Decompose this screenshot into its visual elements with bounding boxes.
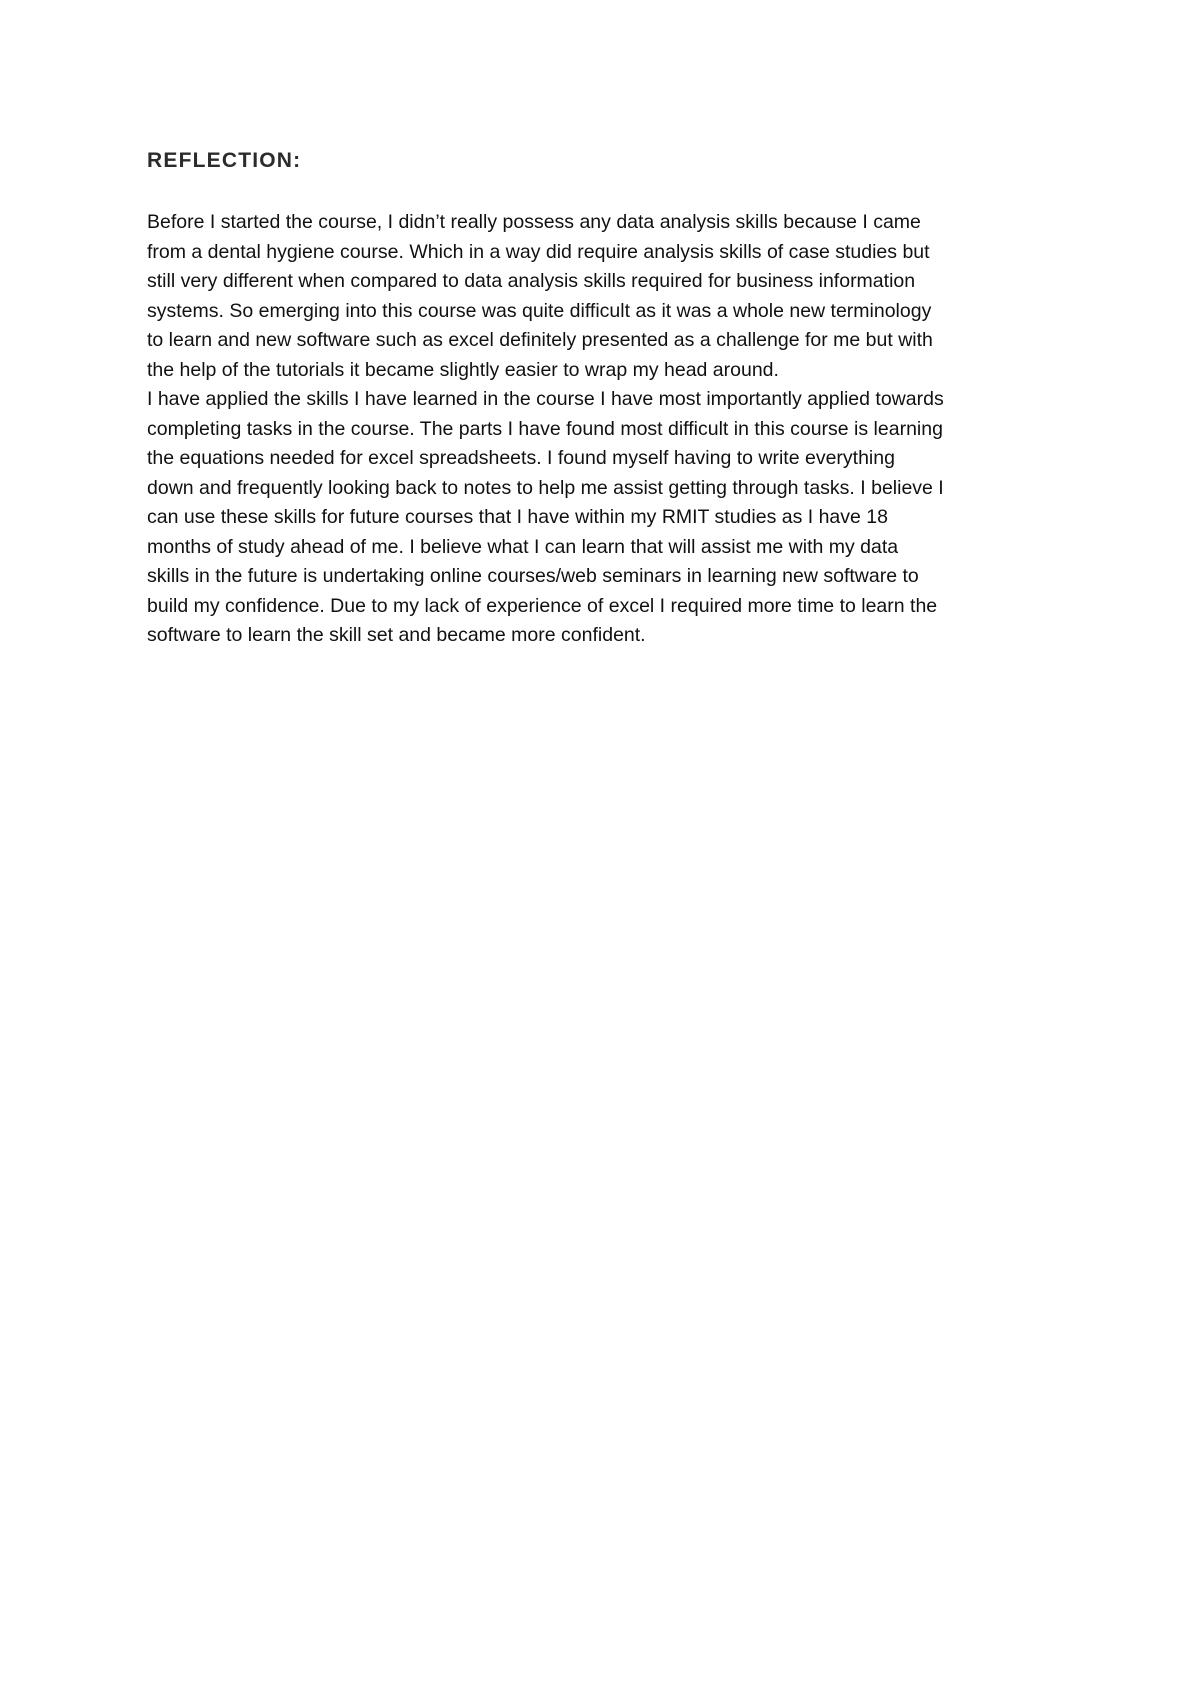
paragraph-line: I have applied the skills I have learned in the course I have most importantly applied towards bbox=[147, 388, 944, 410]
paragraph-line: months of study ahead of me. I believe what I can learn that will assist me with my data bbox=[147, 535, 899, 558]
paragraph-line: the help of the tutorials it became slightly easier to wrap my head around. bbox=[147, 358, 779, 381]
paragraph-line: completing tasks in the course. The parts I have found most difficult in this course is learning bbox=[147, 417, 943, 440]
paragraph-line: systems. So emerging into this course was quite difficult as it was a whole new terminology bbox=[147, 299, 932, 322]
paragraph-line: still very different when compared to data analysis skills required for business information bbox=[147, 270, 916, 292]
paragraph-line: skills in the future is undertaking online courses/web seminars in learning new software to bbox=[147, 565, 919, 587]
reflection-body bbox=[147, 208, 1077, 651]
paragraph-line: Before I started the course, I didn’t really possess any data analysis skills because I came bbox=[147, 211, 921, 233]
document-content bbox=[147, 146, 1077, 651]
paragraph-2 bbox=[147, 385, 1077, 651]
paragraph-1 bbox=[147, 208, 1077, 385]
paragraph-line: from a dental hygiene course. Which in a way did require analysis skills of case studies but bbox=[147, 240, 930, 263]
paragraph-line: down and frequently looking back to notes to help me assist getting through tasks. I believe I bbox=[147, 476, 944, 499]
paragraph-line: build my confidence. Due to my lack of experience of excel I required more time to learn the bbox=[147, 594, 938, 617]
paragraph-line: the equations needed for excel spreadsheets. I found myself having to write everything bbox=[147, 447, 895, 469]
paragraph-line: software to learn the skill set and became more confident. bbox=[147, 624, 646, 646]
page-title: REFLECTION: bbox=[147, 149, 302, 172]
paragraph-line: can use these skills for future courses that I have within my RMIT studies as I have 18 bbox=[147, 506, 888, 528]
paragraph-line: to learn and new software such as excel definitely presented as a challenge for me but with bbox=[147, 329, 933, 351]
